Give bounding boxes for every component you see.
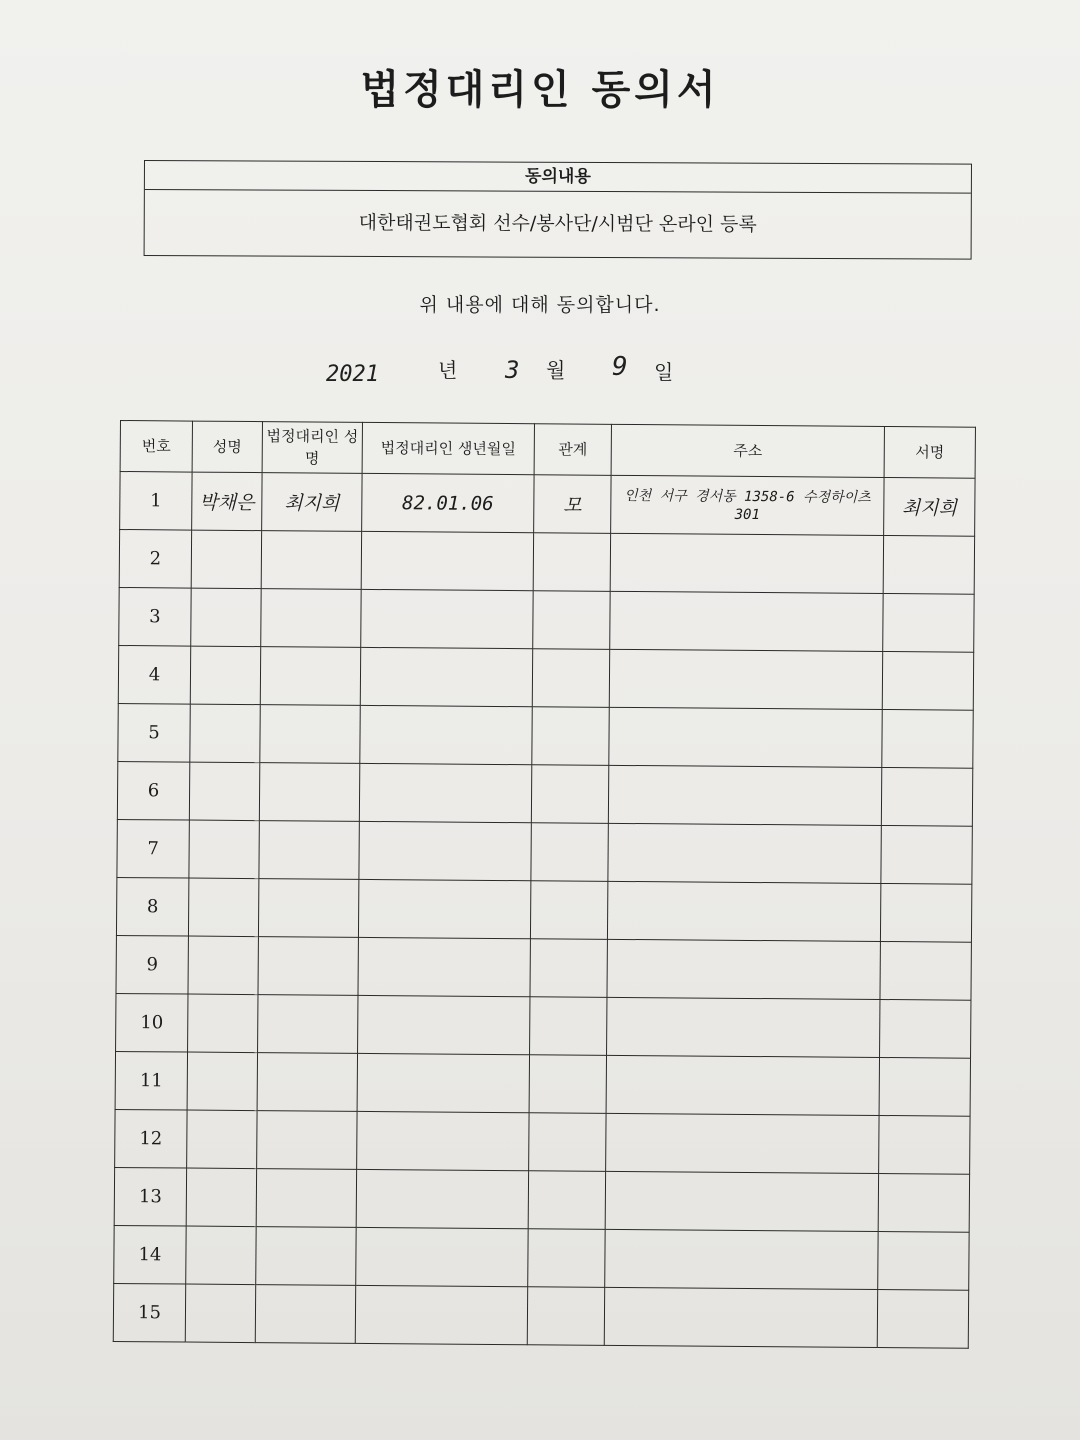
cell-relation [530, 939, 607, 998]
cell-guardian-birth [356, 1169, 528, 1228]
cell-relation [533, 591, 610, 650]
cell-guardian-name [258, 879, 358, 938]
cell-signature [878, 1173, 969, 1232]
cell-relation [532, 707, 609, 766]
table-row [120, 472, 975, 537]
cell-number: 2 [119, 530, 191, 589]
agreement-text: 위 내용에 대해 동의합니다. [419, 294, 661, 316]
table-row [115, 1109, 970, 1174]
cell-number: 12 [115, 1109, 187, 1168]
col-header-signature: 서명 [884, 427, 975, 479]
cell-guardian-birth [360, 647, 532, 706]
registration-table-wrapper [113, 420, 975, 1367]
date-month-unit: 월 [546, 358, 566, 382]
table-row [116, 877, 971, 942]
cell-name [191, 588, 261, 647]
cell-address [608, 823, 881, 883]
cell-address [610, 533, 883, 593]
cell-name [186, 1168, 256, 1227]
cell-guardian-birth [361, 589, 533, 648]
cell-signature [880, 883, 971, 942]
cell-guardian-name [260, 705, 360, 764]
consent-header: 동의내용 [145, 161, 971, 194]
table-row [116, 935, 971, 1000]
cell-signature [882, 709, 973, 768]
cell-guardian-name [259, 763, 359, 822]
cell-guardian-name [261, 589, 361, 648]
cell-guardian-name [261, 531, 361, 590]
cell-relation: 모 [534, 475, 611, 534]
cell-guardian-name [260, 647, 360, 706]
cell-guardian-name [256, 1169, 356, 1228]
table-row [114, 1225, 969, 1290]
cell-signature [880, 999, 971, 1058]
table-row [118, 703, 973, 768]
col-header-name: 성명 [192, 421, 262, 473]
cell-name [187, 1052, 257, 1111]
cell-signature [880, 941, 971, 1000]
col-header-relation: 관계 [534, 424, 611, 476]
cell-guardian-name [258, 937, 358, 996]
cell-relation [533, 533, 610, 592]
cell-relation [530, 997, 607, 1056]
cell-address [607, 939, 880, 999]
cell-number: 4 [118, 645, 190, 704]
col-header-address: 주소 [611, 424, 884, 477]
cell-guardian-name [257, 1053, 357, 1112]
cell-name [188, 936, 258, 995]
cell-guardian-birth [358, 937, 530, 996]
cell-guardian-name [255, 1285, 355, 1344]
cell-guardian-birth [358, 995, 530, 1054]
cell-guardian-birth: 82.01.06 [362, 473, 534, 532]
cell-number: 11 [115, 1051, 187, 1110]
table-row [119, 587, 974, 652]
cell-guardian-birth [357, 1111, 529, 1170]
cell-relation [528, 1171, 605, 1230]
cell-number: 15 [113, 1283, 185, 1342]
table-row [117, 761, 972, 826]
date-year-unit: 년 [438, 358, 458, 382]
cell-signature [877, 1289, 968, 1348]
cell-address [607, 881, 880, 941]
cell-address [609, 707, 882, 767]
cell-relation [531, 765, 608, 824]
cell-relation [527, 1287, 604, 1346]
cell-guardian-name: 최지희 [262, 473, 362, 532]
cell-name [186, 1226, 256, 1285]
cell-relation [532, 649, 609, 708]
cell-name [188, 878, 258, 937]
date-day-unit: 일 [654, 360, 674, 384]
date-month: 3 [505, 356, 520, 384]
page-title: 법정대리인 동의서 [360, 67, 720, 113]
cell-relation [531, 823, 608, 882]
cell-guardian-birth [359, 763, 531, 822]
cell-name [185, 1284, 255, 1343]
consent-content: 대한태권도협회 선수/봉사단/시범단 온라인 등록 [358, 211, 757, 236]
table-row [116, 993, 971, 1058]
cell-address [605, 1171, 878, 1231]
cell-name [189, 820, 259, 879]
cell-number: 13 [114, 1167, 186, 1226]
cell-guardian-birth [357, 1053, 529, 1112]
cell-guardian-birth [361, 531, 533, 590]
cell-guardian-birth [360, 705, 532, 764]
cell-relation [529, 1113, 606, 1172]
cell-address [610, 591, 883, 651]
col-header-guardian-birth: 법정대리인 생년월일 [362, 422, 534, 474]
cell-name [190, 646, 260, 705]
cell-name [190, 704, 260, 763]
cell-address [608, 765, 881, 825]
date-day: 9 [612, 352, 628, 382]
cell-name: 박채은 [192, 472, 262, 531]
cell-relation [529, 1055, 606, 1114]
cell-relation [530, 881, 607, 940]
cell-signature [881, 767, 972, 826]
cell-guardian-name [258, 995, 358, 1054]
cell-signature [883, 536, 974, 595]
cell-number: 3 [119, 587, 191, 646]
cell-name [191, 530, 261, 589]
cell-signature [879, 1115, 970, 1174]
col-header-guardian-name: 법정대리인 성명 [262, 422, 362, 474]
cell-signature [881, 825, 972, 884]
cell-guardian-birth [356, 1227, 528, 1286]
cell-signature [878, 1231, 969, 1290]
cell-signature [882, 651, 973, 710]
consent-box [144, 160, 972, 260]
cell-name [187, 1110, 257, 1169]
cell-number: 9 [116, 935, 188, 994]
cell-signature [879, 1057, 970, 1116]
table-row [113, 1283, 968, 1348]
cell-address [609, 649, 882, 709]
cell-signature [883, 593, 974, 652]
cell-number: 6 [117, 761, 189, 820]
date-line [0, 352, 1080, 392]
table-body [113, 472, 975, 1349]
cell-guardian-birth [358, 879, 530, 938]
cell-guardian-birth [355, 1285, 527, 1344]
cell-guardian-name [259, 821, 359, 880]
cell-signature: 최지희 [884, 478, 975, 537]
cell-guardian-name [256, 1227, 356, 1286]
cell-number: 10 [116, 993, 188, 1052]
cell-guardian-name [257, 1111, 357, 1170]
table-row [117, 819, 972, 884]
cell-number: 7 [117, 819, 189, 878]
cell-guardian-birth [359, 821, 531, 880]
cell-relation [528, 1229, 605, 1288]
cell-name [189, 762, 259, 821]
cell-address [606, 1055, 879, 1115]
cell-name [188, 994, 258, 1053]
cell-number: 8 [116, 877, 188, 936]
cell-address [604, 1287, 877, 1347]
cell-number: 5 [118, 703, 190, 762]
table-row [119, 530, 974, 595]
col-header-number: 번호 [120, 421, 192, 473]
table-row [118, 645, 973, 710]
table-header-row [120, 421, 975, 479]
registration-table [113, 420, 976, 1349]
cell-address [607, 997, 880, 1057]
table-row [115, 1051, 970, 1116]
cell-address: 인천 서구 경서동 1358-6 수정하이츠 301 [611, 475, 884, 535]
table-row [114, 1167, 969, 1232]
cell-address [606, 1113, 879, 1173]
cell-address [605, 1229, 878, 1289]
cell-number: 1 [120, 472, 192, 531]
cell-number: 14 [114, 1225, 186, 1284]
date-year: 2021 [326, 362, 379, 387]
